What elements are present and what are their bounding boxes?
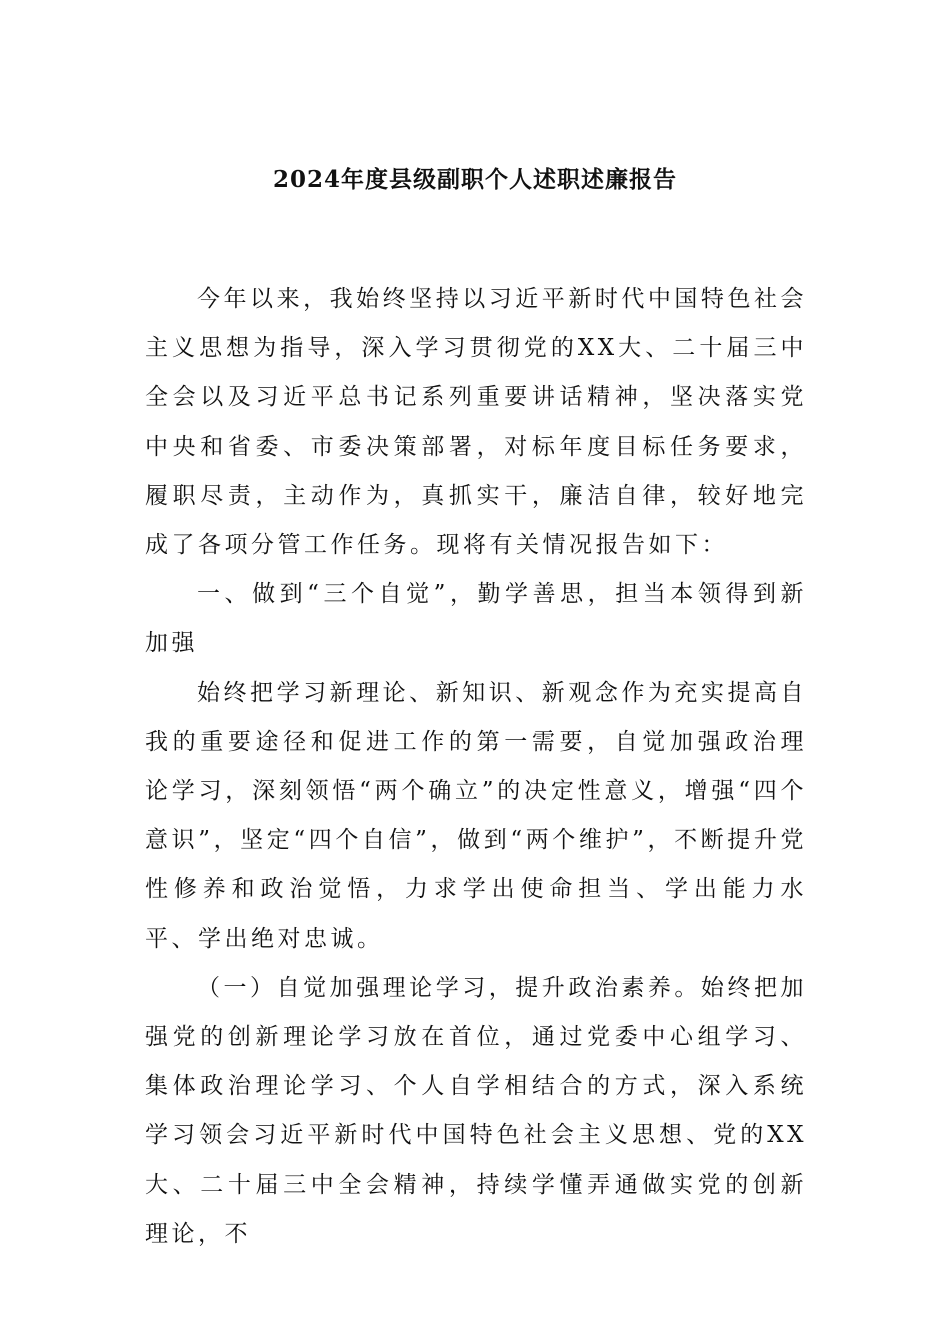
document-title: 2024年度县级副职个人述职述廉报告 bbox=[272, 166, 677, 193]
paragraph-study: 始终把学习新理论、新知识、新观念作为充实提高自我的重要途径和促进工作的第一需要，自觉加强政治理论学习，深刻领悟“两个确立”的决定性意义，增强“四个意识”，坚定“四个自信”，做到“两个维护”，不断提升党性修养和政治觉悟，力求学出使命担当、学出能力水平、学出绝对忠诚。 bbox=[145, 679, 807, 952]
paragraph-intro: 今年以来，我始终坚持以习近平新时代中国特色社会主义思想为指导，深入学习贯彻党的XX大、二十届三中全会以及习近平总书记系列重要讲话精神，坚决落实党中央和省委、市委决策部署，对标年度目标任务要求，履职尽责，主动作为，真抓实干，廉洁自律，较好地完成了各项分管工作任务。现将有关情况报告如下： bbox=[145, 286, 807, 559]
section-heading-one: 一、做到“三个自觉”，勤学善思，担当本领得到新加强 bbox=[145, 581, 807, 657]
paragraph-subsection-one: （一）自觉加强理论学习，提升政治素养。始终把加强党的创新理论学习放在首位，通过党委中心组学习、集体政治理论学习、个人自学相结合的方式，深入系统学习领会习近平新时代中国特色社会主义思想、党的XX大、二十届三中全会精神，持续学懂弄通做实党的创新理论，不 bbox=[145, 974, 807, 1247]
document-body bbox=[145, 275, 807, 1259]
